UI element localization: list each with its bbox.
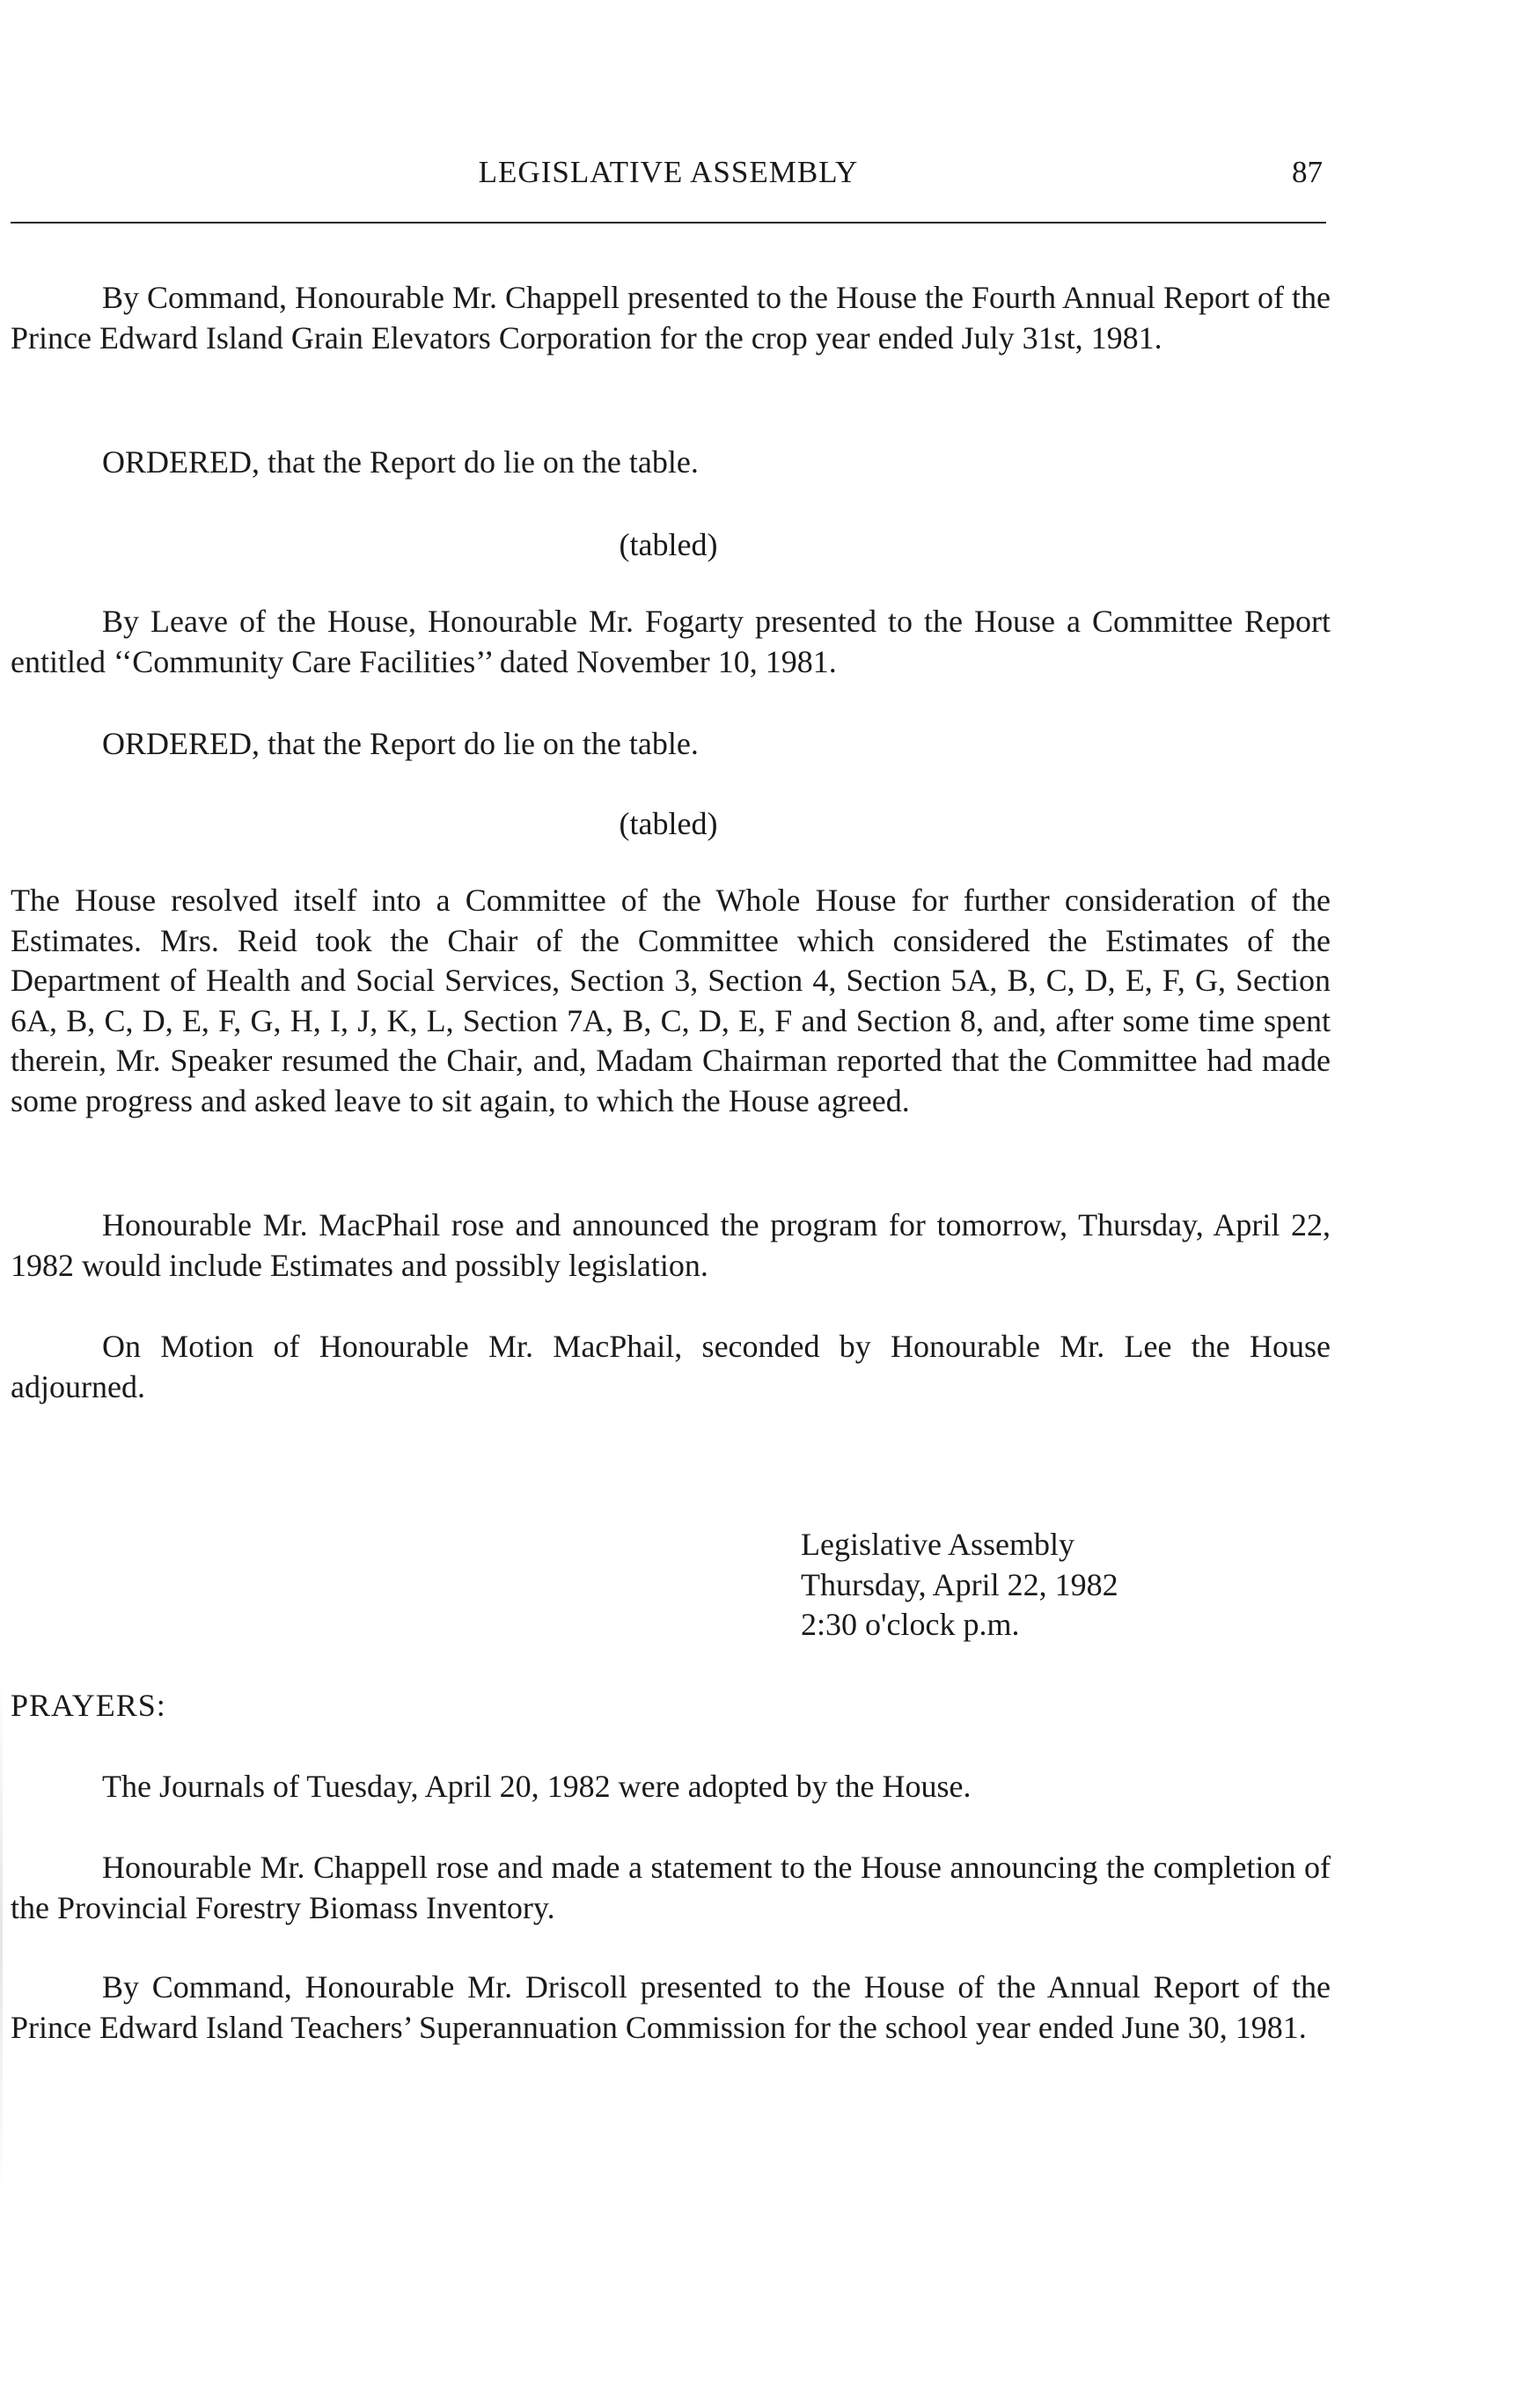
tabled-note: (tabled) — [619, 806, 718, 841]
prayers-heading: PRAYERS: — [11, 1688, 166, 1723]
sitting-time: 2:30 o'clock p.m. — [801, 1607, 1020, 1642]
paragraph-community-care-report: By Leave of the House, Honourable Mr. Fogarty presented to the House a Committee Report entitled ‘‘Community Care Facilities’’ dated November 10, 1981. — [11, 604, 1331, 679]
scan-shadow — [0, 1672, 3, 2200]
ordered-statement: ORDERED, that the Report do lie on the table. — [102, 444, 699, 480]
sitting-heading — [801, 1525, 1118, 1645]
running-title: LEGISLATIVE ASSEMBLY — [478, 155, 859, 189]
paragraph-program-announcement: Honourable Mr. MacPhail rose and announced the program for tomorrow, Thursday, April 22, 1982 would include Estimates and possibly legislation. — [11, 1207, 1331, 1283]
paragraph-adjournment: On Motion of Honourable Mr. MacPhail, seconded by Honourable Mr. Lee the House adjourned. — [11, 1329, 1331, 1404]
sitting-date: Thursday, April 22, 1982 — [801, 1566, 1118, 1602]
paragraph-biomass-statement: Honourable Mr. Chappell rose and made a statement to the House announcing the completion of the Provincial Forestry Biomass Inventory. — [11, 1850, 1331, 1925]
page-number: 87 — [1292, 155, 1323, 189]
page-header — [11, 155, 1326, 208]
paragraph-grain-elevators-report: By Command, Honourable Mr. Chappell presented to the House the Fourth Annual Report of the Prince Edward Island Grain Elevators Corporation for the crop year ended July 31st, 1981. — [11, 280, 1331, 355]
ordered-statement: ORDERED, that the Report do lie on the table. — [102, 726, 699, 761]
paragraph-teachers-superannuation-report: By Command, Honourable Mr. Driscoll presented to the House of the Annual Report of the Prince Edward Island Teachers’ Superannuation Commission for the school year ended June 30, 1981. — [11, 1969, 1331, 2045]
sitting-place: Legislative Assembly — [801, 1527, 1074, 1562]
tabled-note: (tabled) — [619, 527, 718, 562]
header-rule — [11, 222, 1326, 224]
paragraph-journals-adopted: The Journals of Tuesday, April 20, 1982 were adopted by the House. — [102, 1769, 972, 1804]
paragraph-committee-of-whole: The House resolved itself into a Committee of the Whole House for further consideration of the Estimates. Mrs. Reid took the Chair of the Committee which considered the Estimates of the Department of Health and Social Services, Section 3, Section 4, Section 5A, B, C, D, E, F, G, Section 6A, B, C, D, E, F, G, H, I, J, K, L, Section 7A, B, C, D, E, F and Section 8, and, after some time spent therein, Mr. Speaker resumed the Chair, and, Madam Chairman reported that the Committee had made some progress and asked leave to sit again, to which the House agreed. — [11, 883, 1331, 1118]
